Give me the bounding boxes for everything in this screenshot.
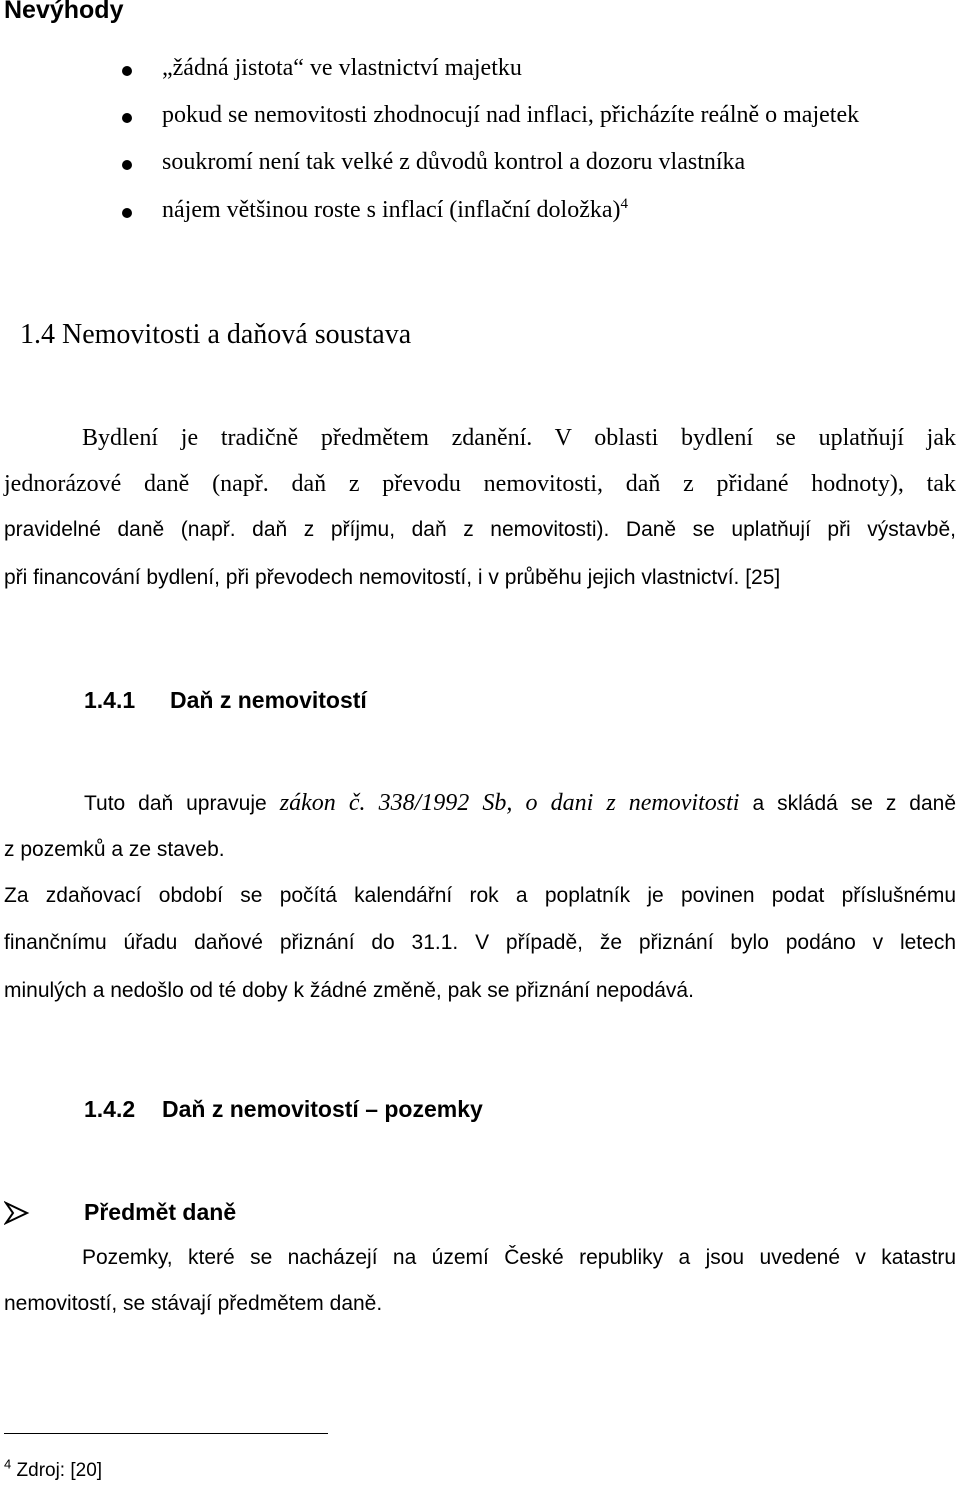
text-run: a skládá se z daně: [752, 792, 957, 815]
subsection-heading-predmet: Předmět daně: [84, 1199, 237, 1225]
footnote-divider: [4, 1433, 328, 1434]
bullet-icon: [122, 160, 132, 170]
text-line: minulých a nedošlo od té doby k žádné změně, pak se přiznání nepodává.: [4, 979, 694, 1002]
text-run: Tuto daň upravuje: [84, 792, 267, 815]
law-reference: zákon č. 338/1992 Sb, o dani z nemovitosti: [279, 790, 740, 816]
text-line: [84, 790, 956, 817]
list-item: pokud se nemovitosti zhodnocují nad inflaci, přicházíte reálně o majetek: [162, 102, 860, 128]
text-line: finančnímu úřadu daňové přiznání do 31.1. V případě, že přiznání bylo podáno v letech: [4, 931, 956, 954]
section-title: Daň z nemovitostí: [170, 687, 367, 713]
arrow-bullet-icon: [4, 1200, 30, 1226]
list-item: soukromí není tak velké z důvodů kontrol a dozoru vlastníka: [162, 149, 746, 175]
section-heading-1-4: 1.4 Nemovitosti a daňová soustava: [20, 319, 412, 350]
footnote: [4, 1456, 103, 1482]
bullet-icon: [122, 66, 132, 76]
footnote-marker: 4: [4, 1456, 12, 1472]
footnote-ref: 4: [620, 196, 629, 212]
text-line: z pozemků a ze staveb.: [4, 838, 225, 861]
section-number: 1.4.2: [84, 1096, 136, 1122]
text-line: při financování bydlení, při převodech nemovitostí, i v průběhu jejich vlastnictví. [25]: [4, 566, 781, 589]
bullet-icon: [122, 208, 132, 218]
text-line: nemovitostí, se stávají předmětem daně.: [4, 1292, 383, 1315]
text-line: Bydlení je tradičně předmětem zdanění. V oblasti bydlení se uplatňují jak: [82, 425, 956, 451]
section-title: Daň z nemovitostí – pozemky: [162, 1096, 483, 1122]
text-line: Pozemky, které se nacházejí na území České republiky a jsou uvedené v katastru: [82, 1246, 956, 1269]
section-number: 1.4.1: [84, 687, 136, 713]
text-line: Za zdaňovací období se počítá kalendářní rok a poplatník je povinen podat příslušnému: [4, 884, 956, 907]
text-line: pravidelné daně (např. daň z příjmu, daň z nemovitosti). Daně se uplatňují při výstavbě,: [4, 518, 956, 541]
bullet-icon: [122, 113, 132, 123]
list-item-text: nájem většinou roste s inflací (inflační doložka): [162, 197, 621, 223]
list-item: „žádná jistota“ ve vlastnictví majetku: [162, 55, 522, 81]
list-item: [162, 197, 628, 224]
text-line: jednorázové daně (např. daň z převodu nemovitosti, daň z přidané hodnoty), tak: [4, 471, 956, 497]
section-heading-nevyhody: Nevýhody: [4, 0, 124, 24]
footnote-text: Zdroj: [20]: [16, 1460, 103, 1481]
